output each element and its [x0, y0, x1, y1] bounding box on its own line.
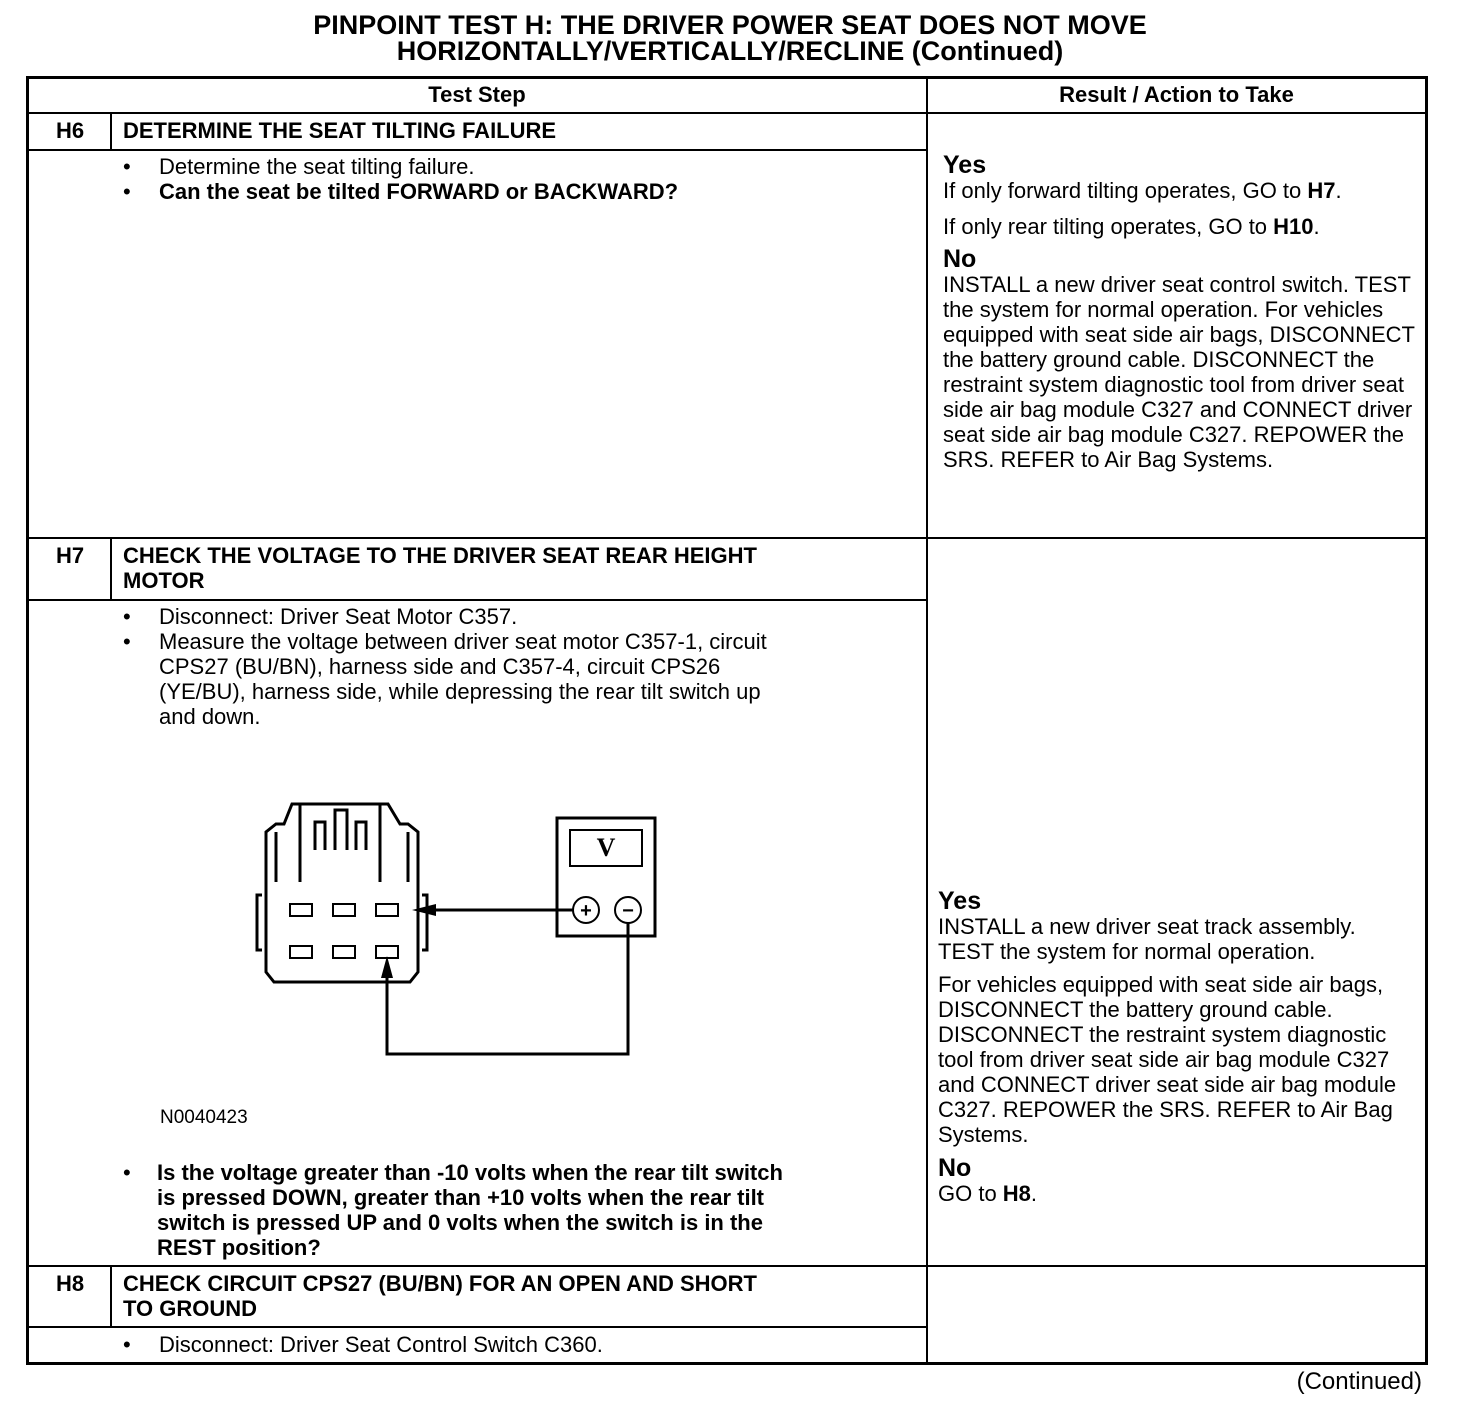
step-code-h6: H6 — [55, 118, 85, 143]
result-text: GO to H8. — [938, 1181, 1038, 1206]
result-text: If only rear tilting operates, GO to H10. — [943, 214, 1320, 239]
step-code-h8: H8 — [55, 1271, 85, 1296]
column-header-test-step: Test Step — [428, 82, 526, 107]
column-header-result: Result / Action to Take — [1059, 82, 1294, 107]
no-label: No — [943, 245, 977, 273]
step-code-h7: H7 — [55, 543, 85, 568]
yes-label: Yes — [938, 887, 982, 915]
voltmeter-label: V — [596, 833, 616, 862]
plus-terminal-label: + — [580, 900, 592, 922]
result-h6 — [943, 152, 1421, 472]
step-title-h6: DETERMINE THE SEAT TILTING FAILURE — [123, 118, 557, 143]
step-title-h8: CHECK CIRCUIT CPS27 (BU/BN) FOR AN OPEN AND SHORT TO GROUND — [123, 1271, 757, 1321]
result-text: INSTALL a new driver seat control switch. TEST the system for normal operation. For vehicles equipped with seat side air bags, DISCONNECT the battery ground cable. DISCONNECT the restraint system diagnostic tool from driver seat side air bag module C327 and CONNECT driver seat side air bag module C327. REPOWER the SRS. REFER to Air Bag Systems. — [943, 272, 1415, 472]
yes-label: Yes — [943, 151, 987, 179]
page-title-line1: PINPOINT TEST H: THE DRIVER POWER SEAT DOES NOT MOVE — [313, 10, 1147, 40]
continued-footer: (Continued) — [1296, 1368, 1422, 1395]
minus-terminal-label: − — [622, 900, 634, 922]
result-text: If only forward tilting operates, GO to H7. — [943, 178, 1342, 203]
step-title-h7: CHECK THE VOLTAGE TO THE DRIVER SEAT REAR HEIGHT MOTOR — [123, 543, 757, 593]
result-text: INSTALL a new driver seat track assembly. TEST the system for normal operation. — [938, 914, 1356, 964]
connector-voltmeter-diagram — [240, 790, 680, 1070]
result-text: For vehicles equipped with seat side air bags, DISCONNECT the battery ground cable. DISCONNECT the restraint system diagnostic tool from driver seat side air bag module C327 and CONNECT driver seat side air bag module C327. REPOWER the SRS. REFER to Air Bag Systems. — [938, 972, 1397, 1147]
figure-id: N0040423 — [160, 1107, 248, 1128]
no-label: No — [938, 1154, 972, 1182]
page-title-line2: HORIZONTALLY/VERTICALLY/RECLINE (Continued) — [396, 36, 1064, 66]
result-h7 — [938, 888, 1416, 1206]
